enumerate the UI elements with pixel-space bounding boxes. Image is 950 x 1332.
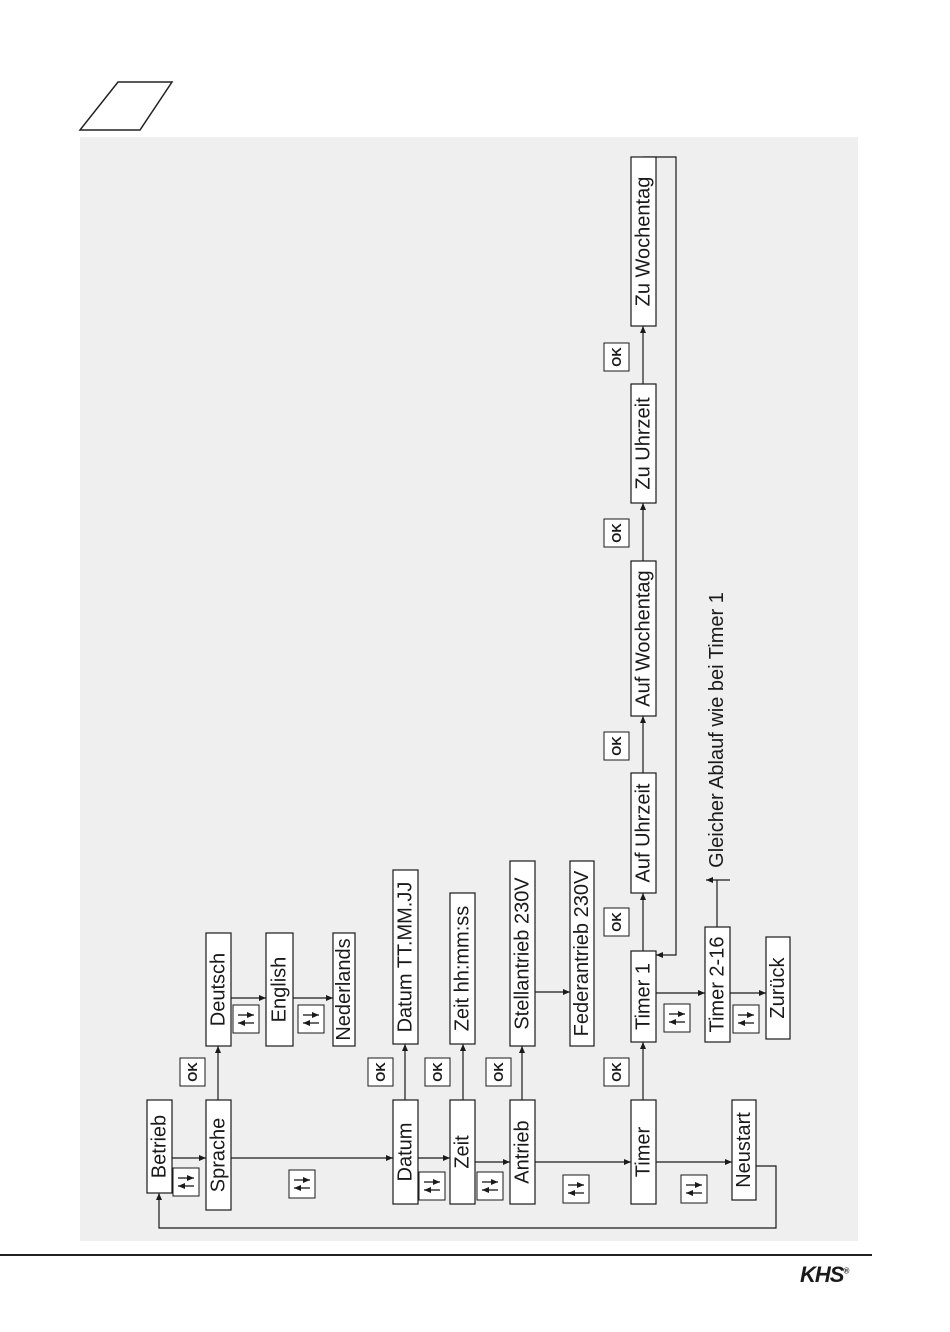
- node-deutsch: [206, 933, 231, 1046]
- menu-flow-panel: [80, 137, 858, 1241]
- node-label-datum-format: Datum TT.MM.JJ: [394, 881, 417, 1033]
- ok-key-icon: [604, 908, 629, 936]
- node-label-zu-uhrzeit: Zu Uhrzeit: [632, 397, 655, 490]
- ok-key-label: OK: [373, 1062, 388, 1082]
- logo-text: KHS: [800, 1262, 844, 1287]
- node-sprache: [206, 1100, 231, 1210]
- logo-mark: ®: [843, 1266, 849, 1276]
- node-zeit-format: [450, 893, 475, 1044]
- node-zeit: [450, 1100, 475, 1204]
- ok-key-icon: [486, 1058, 511, 1086]
- up-down-arrows-key-icon: [664, 1004, 690, 1032]
- node-label-nederlands: Nederlands: [333, 938, 355, 1041]
- ok-key-icon: [368, 1058, 393, 1086]
- node-zu-uhrzeit: [631, 384, 656, 503]
- node-label-zeit: Zeit: [451, 1135, 474, 1169]
- node-label-antrieb: Antrieb: [511, 1120, 534, 1184]
- up-down-arrows-key-icon: [563, 1175, 589, 1203]
- up-down-arrows-key-icon: [233, 1005, 259, 1033]
- ok-key-label: OK: [430, 1062, 445, 1082]
- node-datum-format: [393, 870, 418, 1044]
- node-label-auf-wochentag: Auf Wochentag: [632, 570, 655, 707]
- node-datum: [393, 1100, 418, 1204]
- node-federantrieb: [570, 861, 594, 1046]
- node-timer2-16: [705, 927, 730, 1042]
- node-auf-uhrzeit: [631, 773, 656, 893]
- footer-rule: [0, 1254, 872, 1256]
- node-stellantrieb: [510, 861, 535, 1046]
- node-label-timer1: Timer 1: [632, 962, 655, 1031]
- node-label-deutsch: Deutsch: [207, 952, 230, 1027]
- node-antrieb: [510, 1100, 535, 1204]
- node-label-betrieb: Betrieb: [148, 1114, 171, 1179]
- ok-key-icon: [604, 732, 629, 760]
- node-timer1: [631, 951, 656, 1042]
- node-label-federantrieb: Federantrieb 230V: [571, 870, 593, 1037]
- node-label-zeit-format: Zeit hh:mm:ss: [451, 905, 474, 1032]
- node-betrieb: [147, 1100, 172, 1193]
- ok-key-icon: [604, 519, 629, 547]
- ok-key-icon: [604, 343, 629, 371]
- node-label-timer2-16: Timer 2-16: [706, 936, 729, 1033]
- node-label-english: English: [268, 956, 291, 1023]
- up-down-arrows-key-icon: [733, 1005, 759, 1033]
- ok-key-label: OK: [185, 1062, 200, 1082]
- khs-logo: [800, 1262, 848, 1288]
- node-label-sprache: Sprache: [207, 1117, 230, 1193]
- parallelogram-icon: [78, 80, 174, 132]
- up-down-arrows-key-icon: [681, 1175, 707, 1203]
- up-down-arrows-key-icon: [298, 1005, 324, 1033]
- node-timer: [631, 1100, 656, 1204]
- node-label-zu-wochentag: Zu Wochentag: [632, 176, 655, 307]
- node-label-auf-uhrzeit: Auf Uhrzeit: [632, 783, 655, 883]
- timer-note: Gleicher Ablauf wie bei Timer 1: [706, 592, 728, 868]
- node-label-stellantrieb: Stellantrieb 230V: [511, 877, 534, 1030]
- up-down-arrows-key-icon: [477, 1172, 503, 1200]
- node-nederlands: [333, 933, 355, 1046]
- node-label-timer: Timer: [632, 1126, 655, 1178]
- menu-flow-diagram: [80, 137, 858, 1241]
- ok-key-icon: [180, 1058, 205, 1086]
- node-zurueck: [766, 937, 790, 1039]
- node-label-datum: Datum: [394, 1122, 417, 1182]
- ok-key-label: OK: [609, 347, 624, 367]
- ok-key-label: OK: [609, 523, 624, 543]
- node-label-zurueck: Zurück: [767, 957, 789, 1019]
- ok-key-label: OK: [491, 1062, 506, 1082]
- ok-key-icon: [604, 1058, 629, 1086]
- up-down-arrows-key-icon: [173, 1168, 199, 1196]
- node-neustart: [732, 1100, 756, 1200]
- node-label-neustart: Neustart: [733, 1112, 755, 1188]
- ok-key-label: OK: [609, 912, 624, 932]
- node-auf-wochentag: [631, 561, 656, 716]
- up-down-arrows-key-icon: [289, 1170, 315, 1198]
- up-down-arrows-key-icon: [419, 1172, 445, 1200]
- node-english: [266, 933, 293, 1046]
- ok-key-label: OK: [609, 736, 624, 756]
- ok-key-label: OK: [609, 1062, 624, 1082]
- ok-key-icon: [425, 1058, 450, 1086]
- node-zu-wochentag: [631, 157, 656, 326]
